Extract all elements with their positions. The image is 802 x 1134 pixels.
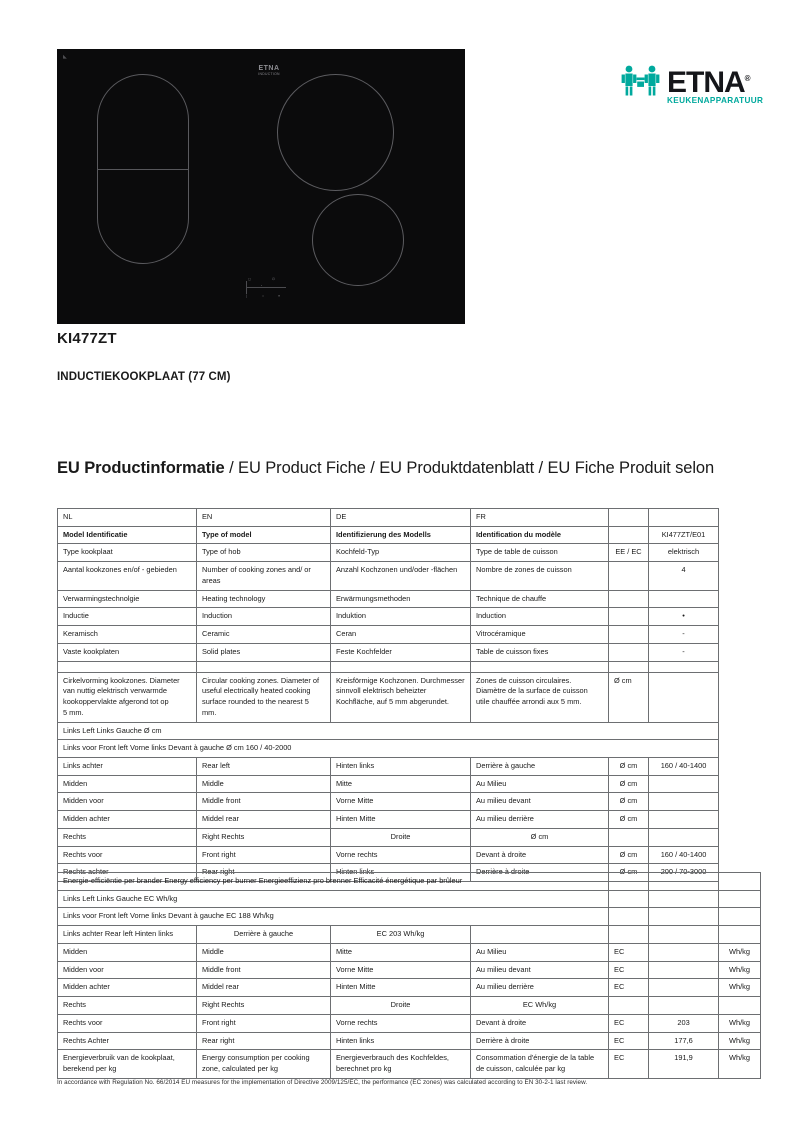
table-cell [609,997,649,1015]
table-cell-merged: Links voor Front left Vorne links Devant à gauche EC 188 Wh/kg [58,908,609,926]
table-cell: Energy consumption per cooking zone, calculated per kg [197,1050,331,1078]
table-cell-spacer [331,661,471,672]
table-cell-spacer [609,661,649,672]
table-cell: Kreisförmige Kochzonen. Durchmesser sinnvoll elektrisch beheizter Kochfläche, auf 5 mm abgerundet. [331,672,471,722]
table-row [58,908,761,926]
table-cell: Ø cm [609,864,649,882]
table-cell: Keramisch [58,626,197,644]
table-row [58,943,761,961]
etna-brand-logo [621,62,764,114]
table-cell: Identification du modèle [471,526,609,544]
table-cell: Rear right [197,1032,331,1050]
table-cell: Erwärmungsmethoden [331,590,471,608]
table-cell: Midden achter [58,811,197,829]
table-cell: Derrière à droite [471,1032,609,1050]
table-cell: EC [609,1014,649,1032]
cooking-zone-front-right [312,194,404,286]
table-cell: Ø cm [609,846,649,864]
table-cell: NL [58,509,197,527]
table-cell [609,590,649,608]
table-cell: Type of hob [197,544,331,562]
table-cell: Right Rechts [197,997,331,1015]
table-cell [609,908,649,926]
table-cell-merged: Links Left Links Gauche EC Wh/kg [58,890,609,908]
table-cell: • [649,608,719,626]
table-cell [609,626,649,644]
table-cell: EN [197,509,331,527]
table-cell: Vorne Mitte [331,793,471,811]
table-cell: 203 [649,1014,719,1032]
table-row [58,544,719,562]
table-cell: EC [609,979,649,997]
table-cell: Middel rear [197,811,331,829]
table-cell: EC [609,943,649,961]
table-cell: Au milieu devant [471,793,609,811]
table-cell [649,509,719,527]
table-cell: Rear left [197,758,331,776]
table-cell [719,997,761,1015]
hob-surface-logo-subtext: INDUCTION [258,72,280,77]
table-cell: Ceramic [197,626,331,644]
table-cell [609,509,649,527]
table-cell [719,873,761,891]
table-cell: Hinten links [331,864,471,882]
table-cell: Hinten Mitte [331,979,471,997]
table-row [58,722,719,740]
table-row [58,961,761,979]
table-cell-merged: Links Left Links Gauche Ø cm [58,722,719,740]
table-cell: Au Milieu [471,775,609,793]
table-cell-merged: Links voor Front left Vorne links Devant à gauche Ø cm 160 / 40-2000 [58,740,719,758]
table-cell: Induction [197,608,331,626]
table-cell: Mitte [331,943,471,961]
table-row [58,608,719,626]
table-row [58,509,719,527]
table-cell: Rechts voor [58,1014,197,1032]
table-cell: Heating technology [197,590,331,608]
table-row [58,740,719,758]
table-cell: Ø cm [609,672,649,722]
table-cell: Anzahl Kochzonen und/oder -flächen [331,562,471,590]
table-cell [719,908,761,926]
table-cell: Cirkelvorming kookzones. Diameter van nuttig elektrisch verwarmde kookoppervlakte afgerond tot op 5 mm. [58,672,197,722]
table-cell: Feste Kochfelder [331,643,471,661]
table-cell: Type kookplaat [58,544,197,562]
table-cell: 200 / 70-3000 [649,864,719,882]
table-cell: - [649,626,719,644]
table-cell-spacer [58,661,197,672]
table-cell: Ø cm [609,758,649,776]
table-cell: EC [609,1050,649,1078]
table-cell: Midden [58,943,197,961]
table-cell: 191,9 [649,1050,719,1078]
table-row [58,590,719,608]
table-cell: KI477ZT/E01 [649,526,719,544]
table-row [58,890,761,908]
table-cell: Circular cooking zones. Diameter of useful electrically heated cooking surface rounded to the nearest 5 mm. [197,672,331,722]
table-cell: Au Milieu [471,943,609,961]
etna-tagline: KEUKENAPPARATUUR [667,96,764,105]
table-cell [649,828,719,846]
registered-trademark-icon: ® [744,74,750,83]
table-cell: Rear right [197,864,331,882]
table-cell [649,811,719,829]
product-type-subtitle: INDUCTIEKOOKPLAAT (77 CM) [57,371,231,383]
table-cell: Au milieu derrière [471,979,609,997]
table-cell: Vorne Mitte [331,961,471,979]
table-cell [719,890,761,908]
table-row [58,526,719,544]
table-cell: Energieverbrauch des Kochfeldes, berechnet pro kg [331,1050,471,1078]
table-cell: Induction [471,608,609,626]
table-cell [609,828,649,846]
table-cell [649,961,719,979]
etna-figures-icon [621,64,667,98]
table-row [58,775,719,793]
hob-surface-logo-text: ETNA [258,65,280,72]
table-cell: Middle front [197,793,331,811]
table-cell: Wh/kg [719,1032,761,1050]
table-cell: Hinten Mitte [331,811,471,829]
table-cell: Rechts achter [58,864,197,882]
table-row [58,643,719,661]
table-cell: Number of cooking zones and/ or areas [197,562,331,590]
table-cell-spacer [471,661,609,672]
table-row [58,1032,761,1050]
table-cell: Hinten links [331,758,471,776]
table-cell: Derrière à droite [471,864,609,882]
table-cell-merged: Energie-efficiëntie per brander Energy efficiency per burner Energieeffizienz pro brenner Efficacité énergétique par brûleur [58,873,609,891]
table-cell: Vorne rechts [331,1014,471,1032]
table-cell [719,926,761,944]
table-row [58,758,719,776]
table-cell: Ø cm [471,828,609,846]
table-cell [609,873,649,891]
table-cell [649,873,719,891]
table-cell [649,926,719,944]
table-cell: EC [609,1032,649,1050]
eu-fiche-table-dimensions [57,508,719,882]
hob-control-panel: ◻ ⏻ | ○ ≡ ◔ [240,277,292,299]
table-cell: Front right [197,1014,331,1032]
table-cell: Ø cm [609,775,649,793]
table-row [58,828,719,846]
table-cell: Model Identificatie [58,526,197,544]
table-cell: Ø cm [609,811,649,829]
cooking-zone-left-divider [97,169,189,170]
table-cell: Rechts [58,997,197,1015]
table-cell: 4 [649,562,719,590]
table-cell: Vaste kookplaten [58,643,197,661]
table-cell [649,775,719,793]
table-cell: Nombre de zones de cuisson [471,562,609,590]
table-cell: Wh/kg [719,961,761,979]
table-cell: Vorne rechts [331,846,471,864]
table-cell [649,890,719,908]
table-cell: Midden achter [58,979,197,997]
table-cell: EE / EC [609,544,649,562]
table-cell: Links achter [58,758,197,776]
table-cell [649,908,719,926]
table-cell [609,926,649,944]
table-cell [649,943,719,961]
table-row [58,1050,761,1078]
table-row [58,672,719,722]
table-cell: Kochfeld-Typ [331,544,471,562]
table-cell: Type of model [197,526,331,544]
eu-product-fiche-heading-rest: / EU Product Fiche / EU Produktdatenblatt / EU Fiche Produit selon [224,459,715,477]
table-cell [649,979,719,997]
page-title-model-code: KI477ZT [57,330,117,347]
table-cell: Wh/kg [719,943,761,961]
table-cell [471,926,609,944]
table-cell: Mitte [331,775,471,793]
table-cell: Identifizierung des Modells [331,526,471,544]
eu-fiche-table-energy [57,872,761,1079]
table-row [58,562,719,590]
table-row [58,997,761,1015]
table-cell: elektrisch [649,544,719,562]
table-row [58,811,719,829]
table-cell [649,997,719,1015]
table-cell: Technique de chauffe [471,590,609,608]
table-cell: DE [331,509,471,527]
table-cell: Droite [331,997,471,1015]
table-cell: Midden [58,775,197,793]
cooking-zone-rear-right [277,74,394,191]
table-cell: Wh/kg [719,979,761,997]
table-cell: Devant à droite [471,1014,609,1032]
table-cell: Rechts voor [58,846,197,864]
table-cell: Wh/kg [719,1050,761,1078]
table-cell: Consommation d'énergie de la table de cuisson, calculée par kg [471,1050,609,1078]
table-cell [609,608,649,626]
eu-product-fiche-heading [57,459,792,478]
etna-wordmark-text: ETNA [667,66,745,99]
table-cell: Aantal kookzones en/of - gebieden [58,562,197,590]
table-cell: Midden voor [58,793,197,811]
table-cell [649,590,719,608]
table-cell [609,562,649,590]
table-cell: Table de cuisson fixes [471,643,609,661]
table-cell: Front right [197,846,331,864]
table-cell: Middel rear [197,979,331,997]
table-cell: EC [609,961,649,979]
table-cell: Solid plates [197,643,331,661]
table-cell: EC 203 Wh/kg [331,926,471,944]
table-cell: Rechts Achter [58,1032,197,1050]
table-cell: Zones de cuisson circulaires. Diamètre de la surface de cuisson utile chauffée arrondi aux 5 mm. [471,672,609,722]
table-cell: 177,6 [649,1032,719,1050]
table-cell-spacer [649,661,719,672]
table-cell: Derrière à gauche [197,926,331,944]
table-row [58,1014,761,1032]
table-cell [649,672,719,722]
table-cell: Au milieu derrière [471,811,609,829]
eu-product-fiche-heading-bold: EU Productinformatie [57,459,225,477]
product-image-induction-hob [57,49,465,324]
table-cell: Au milieu devant [471,961,609,979]
table-cell: Middle front [197,961,331,979]
table-cell: Wh/kg [719,1014,761,1032]
table-cell [649,793,719,811]
table-row [58,846,719,864]
table-cell: Right Rechts [197,828,331,846]
table-cell [609,890,649,908]
table-cell: Ø cm [609,793,649,811]
table-cell: Midden voor [58,961,197,979]
table-cell: Energieverbruik van de kookplaat, berekend per kg [58,1050,197,1078]
table-row [58,873,761,891]
table-row [58,979,761,997]
table-row [58,793,719,811]
eu-fiche-table-energy-body [58,873,761,1079]
table-cell: EC Wh/kg [471,997,609,1015]
hob-corner-mark: ◣ [63,54,67,60]
table-cell: Rechts [58,828,197,846]
table-cell: Verwarmingstechnolgie [58,590,197,608]
table-cell: Links achter Rear left Hinten links [58,926,197,944]
table-cell-spacer [197,661,331,672]
hob-surface-logo [249,65,289,77]
table-cell: Devant à droite [471,846,609,864]
table-cell: Middle [197,775,331,793]
table-cell: Ceran [331,626,471,644]
table-cell [609,643,649,661]
table-cell: FR [471,509,609,527]
table-row [58,661,719,672]
table-cell: Vitrocéramique [471,626,609,644]
table-row [58,626,719,644]
table-cell: Droite [331,828,471,846]
table-cell: Inductie [58,608,197,626]
etna-wordmark [667,62,750,100]
table-cell: Hinten links [331,1032,471,1050]
table-cell [609,526,649,544]
eu-fiche-table-dimensions-body [58,509,719,882]
table-row [58,926,761,944]
table-cell: 160 / 40-1400 [649,758,719,776]
table-cell: Type de table de cuisson [471,544,609,562]
regulation-footnote: In accordance with Regulation No. 66/2014 EU measures for the implementation of Directive 2009/125/EC, the performance (EC zones) was calculated according to EN 30-2-1 last review. [57,1079,588,1086]
table-cell: - [649,643,719,661]
table-cell: Middle [197,943,331,961]
table-cell: Induktion [331,608,471,626]
table-cell: Derrière à gauche [471,758,609,776]
table-cell: 160 / 40-1400 [649,846,719,864]
